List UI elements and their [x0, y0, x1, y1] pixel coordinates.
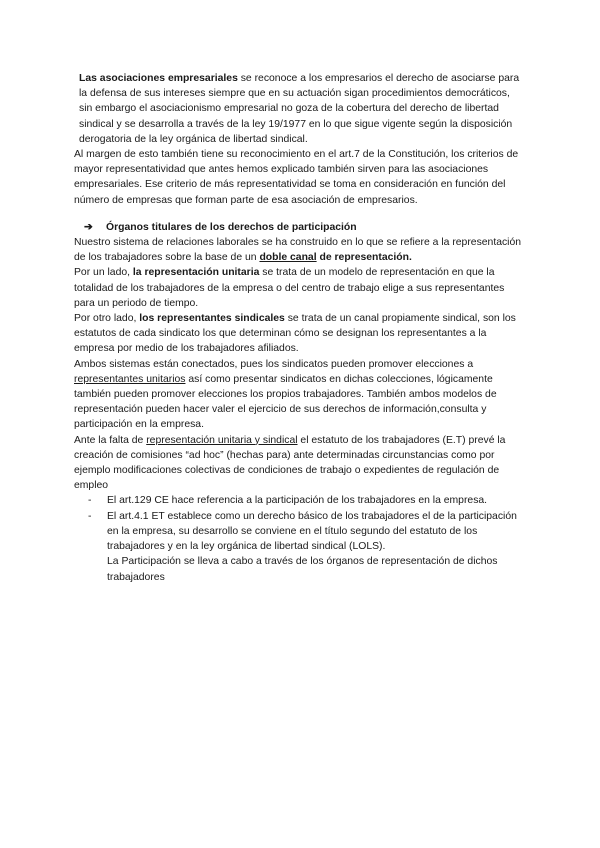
paragraph-representantes-sindicales [74, 311, 524, 357]
bold-term-representantes-sindicales: los representantes sindicales [139, 313, 285, 325]
paragraph-text: se trata de un canal propiamente sindical, son los estatutos de cada sindicato los que determinan cómo se designan los representantes a la empresa por medio de los trabajadores afiliados. [74, 313, 516, 355]
paragraph-text: así como presentar sindicatos en dichas colecciones, lógicamente también pueden promover elecciones los propios trabajadores. También ambos modelos de representación pueden hacer valer el ejercicio de sus derechos de información,consulta y participación en la empresa. [74, 373, 497, 431]
paragraph-text: Nuestro sistema de relaciones laborales se ha construido en lo que se refiere a la representación de los trabajadores sobre la base de un [74, 237, 522, 264]
list-item-text: El art.129 CE hace referencia a la participación de los trabajadores en la empresa. [107, 495, 488, 507]
paragraph-text: el estatuto de los trabajadores (E.T) prevé la creación de comisiones “ad hoc” (hechas para) ante determinadas circunstancias como por ejemplo modificaciones colectivas de condiciones de trabajo o expedientes de regulación de empleo [74, 434, 506, 492]
paragraph-participacion: La Participación se lleva a cabo a través de los órganos de representación de dichos trabajadores [107, 556, 498, 583]
paragraph-ambos-sistemas [74, 357, 524, 433]
bold-underline-term-doble-canal: doble canal [259, 252, 317, 264]
paragraph-representacion-unitaria [74, 265, 524, 311]
paragraph-text: se trata de un modelo de representación en que la totalidad de los trabajadores de la empresa o del centro de trabajo elige a sus representantes para un periodo de tiempo. [74, 267, 505, 309]
list-item [74, 509, 524, 555]
bold-term-asociaciones: Las asociaciones empresariales [79, 73, 238, 84]
paragraph-art7-constitucion: Al margen de esto también tiene su reconocimiento en el art.7 de la Constitución, los criterios de mayor representatividad que antes hemos explicado también sirven para las asociaciones empresariales. Ese criterio de más representatividad se toma en consideración en función del número de empresas que forman parte de esa asociación de empresarios. [74, 149, 519, 206]
paragraph-text: se reconoce a los empresarios el derecho de asociarse para la defensa de sus intereses siempre que en su actuación sigan procedimientos democráticos, sin embargo el asociacionismo empresarial no goza de la cobertura del derecho de libertad sindical y se desarrolla a través de la ley 19/1977 en lo que sigue vigente según la disposición derogatoria de la ley orgánica de libertad sindical. [79, 73, 520, 145]
paragraph-comisiones-ad-hoc [74, 433, 524, 494]
arrow-icon: ➔ [84, 221, 93, 233]
paragraph-text: Ambos sistemas están conectados, pues los sindicatos pueden promover elecciones a [74, 358, 474, 370]
section-heading [74, 220, 524, 235]
paragraph-asociaciones-empresariales [74, 71, 524, 147]
dash-list [74, 493, 524, 554]
bold-term-de-representacion: de representación. [316, 252, 412, 264]
paragraph-text: Por otro lado, [74, 313, 140, 325]
paragraph-text: Por un lado, [74, 267, 133, 279]
document-body [74, 71, 524, 585]
section-heading-text: Órganos titulares de los derechos de participación [106, 221, 357, 233]
bold-term-representacion-unitaria: la representación unitaria [132, 267, 260, 279]
list-item [74, 493, 524, 508]
underlined-term-representacion-unitaria-sindical: representación unitaria y sindical [146, 434, 298, 446]
paragraph-text: Ante la falta de [74, 434, 147, 446]
dash-bullet-icon: - [88, 495, 92, 507]
dash-bullet-icon: - [88, 510, 92, 522]
underlined-term-representantes-unitarios: representantes unitarios [74, 373, 186, 385]
list-item-text: El art.4.1 ET establece como un derecho básico de los trabajadores el de la participación en la empresa, su desarrollo se conviene en el título segundo del estatuto de los trabajadores y en la ley orgánica de libertad sindical (LOLS). [107, 510, 517, 553]
paragraph-doble-canal [74, 235, 524, 265]
